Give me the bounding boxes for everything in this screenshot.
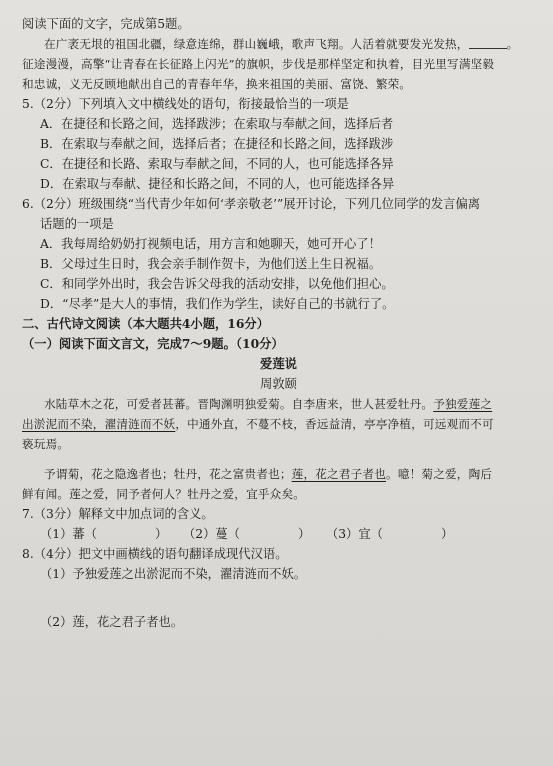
answer-blank[interactable] bbox=[469, 36, 507, 49]
question-6-option-b[interactable]: B．父母过生日时，我会亲手制作贺卡，为他们送上生日祝福。 bbox=[40, 257, 382, 271]
passage-line: 和忠诚，义无反顾地献出自己的青春年华，换来祖国的美丽、富饶、繁荣。 bbox=[22, 77, 412, 91]
essay-title: 爱莲说 bbox=[260, 356, 297, 371]
essay-author: 周敦颐 bbox=[260, 377, 297, 391]
question-7-stem: 7.（3分）解释文中加点词的含义。 bbox=[22, 507, 214, 521]
reading-instruction: 阅读下面的文字，完成第5题。 bbox=[22, 17, 190, 31]
question-7-items: （1）蕃（ ） （2）蔓（ ） （3）宜（ ） bbox=[40, 527, 454, 541]
section-2-heading: 二、古代诗文阅读（本大题共4小题，16分） bbox=[22, 316, 270, 331]
question-6-stem-cont: 话题的一项是 bbox=[40, 217, 114, 231]
underlined-sentence: 莲，花之君子者也 bbox=[291, 467, 387, 481]
question-5-option-c[interactable]: C．在捷径和长路、索取与奉献之间，不同的人，也可能选择各异 bbox=[40, 157, 394, 171]
essay-text: 水陆草木之花，可爱者甚蕃。晋陶渊明独爱菊。自李唐来，世人甚爱牡丹。 bbox=[44, 397, 434, 411]
question-5-stem: 5.（2分）下列填入文中横线处的语句，衔接最恰当的一项是 bbox=[22, 97, 349, 111]
essay-text: 。噫！菊之爱，陶后 bbox=[386, 467, 493, 481]
passage-line: 征途漫漫，高擎“让青春在长征路上闪光”的旗帜，步伐是那样坚定和执着，目光里写满坚毅 bbox=[22, 57, 495, 71]
question-6-option-c[interactable]: C．和同学外出时，我会告诉父母我的活动安排，以免他们担心。 bbox=[40, 277, 394, 291]
question-6-option-d[interactable]: D．“尽孝”是大人的事情，我们作为学生，读好自己的书就行了。 bbox=[40, 297, 395, 311]
q7-item-2: （2）蔓（ bbox=[182, 527, 240, 541]
question-5-option-a[interactable]: A．在捷径和长路之间，选择跋涉；在索取与奉献之间，选择后者 bbox=[40, 117, 394, 131]
passage-line: 在广袤无垠的祖国北疆，绿意连绵，群山巍峨，歌声飞翔。人活着就要发光发热， 。 bbox=[44, 37, 519, 51]
question-6-option-a[interactable]: A．我每周给奶奶打视频电话，用方言和她聊天，她可开心了！ bbox=[40, 237, 381, 251]
underlined-sentence: 濯清涟而不妖 bbox=[104, 417, 176, 431]
essay-text: 予谓菊，花之隐逸者也；牡丹，花之富贵者也； bbox=[44, 467, 292, 481]
passage-text: 在广袤无垠的祖国北疆，绿意连绵，群山巍峨，歌声飞翔。人活着就要发光发热， bbox=[44, 37, 469, 51]
q7-item-1: （1）蕃（ bbox=[40, 527, 98, 541]
question-5-option-d[interactable]: D．在索取与奉献、捷径和长路之间，不同的人，也可能选择各异 bbox=[40, 177, 395, 191]
essay-line bbox=[22, 394, 535, 414]
essay-text: ，中通外直，不蔓不枝，香远益清，亭亭净植，可远观而不可 bbox=[175, 417, 494, 431]
essay-line bbox=[22, 414, 535, 434]
question-8-item-1: （1）予独爱莲之出淤泥而不染，濯清涟而不妖。 bbox=[40, 567, 307, 581]
q7-item-3: （3）宜（ bbox=[325, 527, 383, 541]
underlined-sentence: 予独爱莲之 bbox=[433, 397, 493, 411]
essay-line: 亵玩焉。 bbox=[22, 437, 70, 451]
essay-line: 鲜有闻。莲之爱，同予者何人？牡丹之爱，宜乎众矣。 bbox=[22, 487, 306, 501]
underlined-sentence: 出淤泥而不染， bbox=[22, 417, 105, 431]
essay-line bbox=[22, 464, 535, 484]
question-5-option-b[interactable]: B．在索取与奉献之间，选择后者；在捷径和长路之间，选择跋涉 bbox=[40, 137, 394, 151]
question-6-stem: 6.（2分）班级围绕“当代青少年如何‘孝亲敬老’”展开讨论，下列几位同学的发言偏离 bbox=[22, 197, 481, 211]
question-8-item-2: （2）莲，花之君子者也。 bbox=[40, 615, 184, 629]
section-2-subheading: （一）阅读下面文言文，完成7～9题。（10分） bbox=[22, 336, 284, 351]
question-8-stem: 8.（4分）把文中画横线的语句翻译成现代汉语。 bbox=[22, 547, 288, 561]
